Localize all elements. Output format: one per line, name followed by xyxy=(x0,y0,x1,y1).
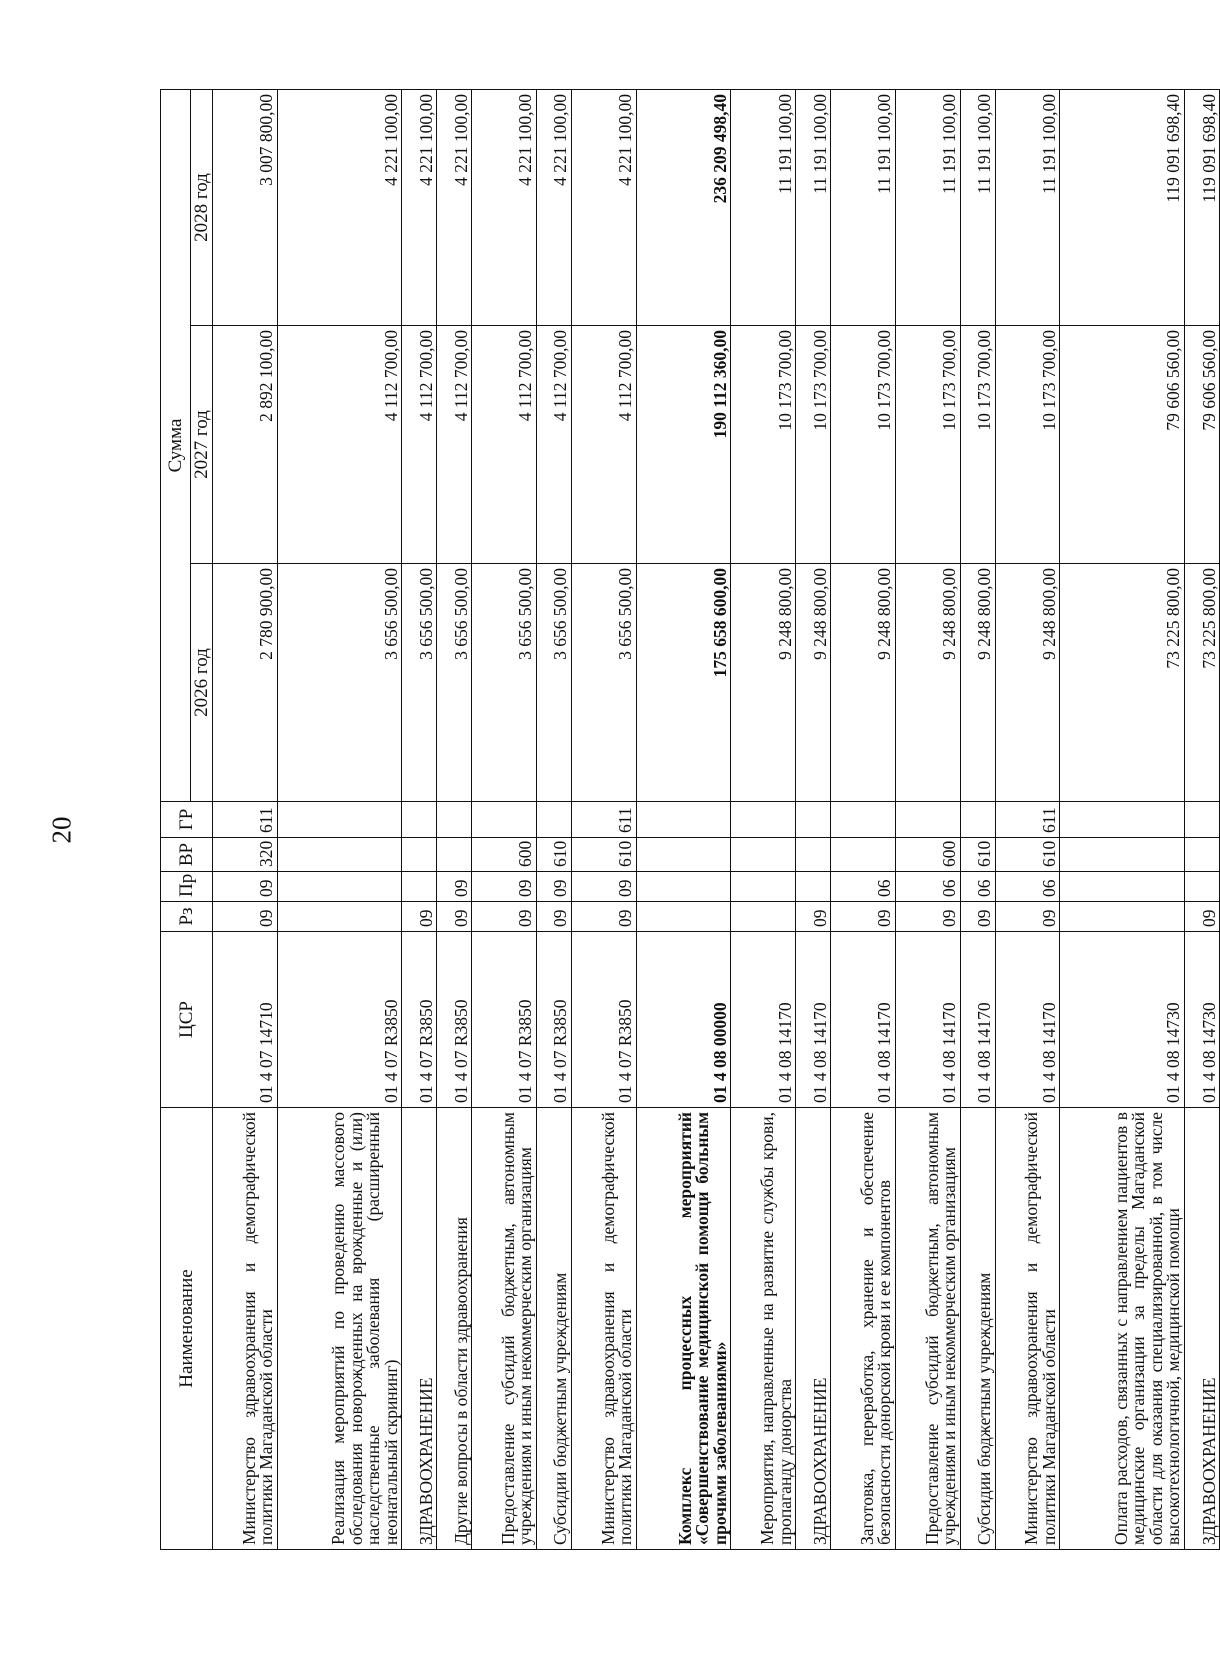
row-vr-cell xyxy=(1060,838,1184,872)
page-number: 20 xyxy=(46,816,77,844)
row-name-cell: ЗДРАВООХРАНЕНИЕ xyxy=(796,1108,831,1550)
row-rz-cell xyxy=(636,902,731,932)
row-sum-2028-cell: 4 221 100,00 xyxy=(536,90,571,326)
row-csr-cell: 01 4 07 R3850 xyxy=(571,932,636,1108)
row-sum-2027-cell: 4 112 700,00 xyxy=(472,326,537,564)
table-row xyxy=(1184,90,1219,1550)
row-name-cell: ЗДРАВООХРАНЕНИЕ xyxy=(1184,1108,1219,1550)
row-sum-2027-cell: 4 112 700,00 xyxy=(571,326,636,564)
row-gr-cell: 611 xyxy=(995,802,1060,838)
row-rz-cell: 09 xyxy=(796,902,831,932)
budget-table-container xyxy=(160,90,1220,1550)
row-csr-cell: 01 4 07 R3850 xyxy=(402,932,437,1108)
row-pr-cell: 06 xyxy=(960,872,995,902)
row-sum-2026-cell: 9 248 800,00 xyxy=(960,564,995,802)
row-vr-cell: 610 xyxy=(960,838,995,872)
row-name-cell: Субсидии бюджетным учреждениям xyxy=(960,1108,995,1550)
row-csr-cell: 01 4 08 14730 xyxy=(1060,932,1184,1108)
row-gr-cell xyxy=(536,802,571,838)
header-name: Наименование xyxy=(161,1108,213,1550)
row-vr-cell: 610 xyxy=(536,838,571,872)
row-sum-2027-cell: 10 173 700,00 xyxy=(796,326,831,564)
row-gr-cell xyxy=(960,802,995,838)
row-rz-cell: 09 xyxy=(1184,902,1219,932)
table-row xyxy=(636,90,731,1550)
table-row xyxy=(437,90,472,1550)
row-gr-cell xyxy=(895,802,960,838)
header-rz: Рз xyxy=(161,902,213,932)
row-name-cell: Министерство здравоохранения и демографической политики Магаданской области xyxy=(213,1108,278,1550)
header-pr: Пр xyxy=(161,872,213,902)
row-rz-cell xyxy=(1060,902,1184,932)
row-sum-2027-cell: 4 112 700,00 xyxy=(536,326,571,564)
row-pr-cell: 06 xyxy=(995,872,1060,902)
row-pr-cell xyxy=(731,872,796,902)
row-gr-cell xyxy=(402,802,437,838)
table-row xyxy=(1060,90,1184,1550)
table-row xyxy=(960,90,995,1550)
row-sum-2028-cell: 4 221 100,00 xyxy=(277,90,401,326)
row-gr-cell xyxy=(1060,802,1184,838)
row-sum-2027-cell: 10 173 700,00 xyxy=(731,326,796,564)
row-sum-2028-cell: 4 221 100,00 xyxy=(571,90,636,326)
row-csr-cell: 01 4 07 R3850 xyxy=(277,932,401,1108)
row-name-cell: Мероприятия, направленные на развитие службы крови, пропаганду донорства xyxy=(731,1108,796,1550)
row-sum-2028-cell: 11 191 100,00 xyxy=(995,90,1060,326)
row-pr-cell xyxy=(636,872,731,902)
row-csr-cell: 01 4 08 14170 xyxy=(796,932,831,1108)
row-pr-cell: 09 xyxy=(571,872,636,902)
row-sum-2026-cell: 3 656 500,00 xyxy=(277,564,401,802)
row-rz-cell: 09 xyxy=(831,902,896,932)
table-row xyxy=(536,90,571,1550)
row-gr-cell: 611 xyxy=(213,802,278,838)
row-name-cell: Министерство здравоохранения и демографической политики Магаданской области xyxy=(995,1108,1060,1550)
row-gr-cell xyxy=(796,802,831,838)
row-sum-2027-cell: 79 606 560,00 xyxy=(1184,326,1219,564)
row-sum-2026-cell: 73 225 800,00 xyxy=(1060,564,1184,802)
row-sum-2027-cell: 4 112 700,00 xyxy=(277,326,401,564)
row-csr-cell: 01 4 08 14170 xyxy=(995,932,1060,1108)
row-sum-2028-cell: 236 209 498,40 xyxy=(636,90,731,326)
row-name-cell: Комплекс процессных мероприятий «Совершенствование медицинской помощи больным прочими заболеваниями» xyxy=(636,1108,731,1550)
row-gr-cell xyxy=(636,802,731,838)
row-sum-2028-cell: 119 091 698,40 xyxy=(1184,90,1219,326)
row-pr-cell: 06 xyxy=(895,872,960,902)
row-sum-2028-cell: 4 221 100,00 xyxy=(402,90,437,326)
table-row xyxy=(731,90,796,1550)
row-name-cell: ЗДРАВООХРАНЕНИЕ xyxy=(402,1108,437,1550)
row-gr-cell: 611 xyxy=(571,802,636,838)
row-sum-2028-cell: 11 191 100,00 xyxy=(831,90,896,326)
row-rz-cell: 09 xyxy=(472,902,537,932)
row-csr-cell: 01 4 07 R3850 xyxy=(437,932,472,1108)
row-sum-2026-cell: 3 656 500,00 xyxy=(402,564,437,802)
row-vr-cell: 610 xyxy=(995,838,1060,872)
row-csr-cell: 01 4 08 14170 xyxy=(731,932,796,1108)
row-sum-2027-cell: 79 606 560,00 xyxy=(1060,326,1184,564)
row-pr-cell xyxy=(796,872,831,902)
row-sum-2028-cell: 119 091 698,40 xyxy=(1060,90,1184,326)
row-sum-2027-cell: 10 173 700,00 xyxy=(960,326,995,564)
row-name-cell: Министерство здравоохранения и демографической политики Магаданской области xyxy=(571,1108,636,1550)
row-gr-cell xyxy=(1184,802,1219,838)
row-sum-2026-cell: 9 248 800,00 xyxy=(731,564,796,802)
row-pr-cell xyxy=(1060,872,1184,902)
row-rz-cell xyxy=(731,902,796,932)
row-rz-cell: 09 xyxy=(960,902,995,932)
row-rz-cell: 09 xyxy=(213,902,278,932)
row-pr-cell: 09 xyxy=(536,872,571,902)
table-row xyxy=(213,90,278,1550)
row-name-cell: Оплата расходов, связанных с направлением пациентов в медицинские организации за пределы Магаданской области для оказания специализированной, в том числе высокотехнологичной, медицинской помощи xyxy=(1060,1108,1184,1550)
budget-table xyxy=(160,89,1220,1550)
row-sum-2026-cell: 175 658 600,00 xyxy=(636,564,731,802)
row-csr-cell: 01 4 08 14170 xyxy=(895,932,960,1108)
row-rz-cell: 09 xyxy=(571,902,636,932)
row-gr-cell xyxy=(731,802,796,838)
row-rz-cell: 09 xyxy=(995,902,1060,932)
header-csr: ЦСР xyxy=(161,932,213,1108)
row-vr-cell xyxy=(636,838,731,872)
row-pr-cell: 09 xyxy=(437,872,472,902)
row-sum-2026-cell: 3 656 500,00 xyxy=(571,564,636,802)
row-rz-cell: 09 xyxy=(895,902,960,932)
row-sum-2028-cell: 4 221 100,00 xyxy=(437,90,472,326)
row-sum-2027-cell: 190 112 360,00 xyxy=(636,326,731,564)
row-name-cell: Реализация мероприятий по проведению массового обследования новорожденных на врожденные и (или) наследственные заболевания (расширенный неонатальный скрининг) xyxy=(277,1108,401,1550)
header-year-2027: 2027 год xyxy=(191,326,213,564)
row-sum-2028-cell: 3 007 800,00 xyxy=(213,90,278,326)
row-csr-cell: 01 4 08 14730 xyxy=(1184,932,1219,1108)
row-pr-cell: 06 xyxy=(831,872,896,902)
row-sum-2026-cell: 3 656 500,00 xyxy=(536,564,571,802)
row-vr-cell xyxy=(402,838,437,872)
table-body xyxy=(213,90,1220,1550)
row-rz-cell xyxy=(277,902,401,932)
row-sum-2026-cell: 3 656 500,00 xyxy=(472,564,537,802)
row-sum-2026-cell: 9 248 800,00 xyxy=(995,564,1060,802)
row-csr-cell: 01 4 07 R3850 xyxy=(536,932,571,1108)
row-vr-cell: 600 xyxy=(895,838,960,872)
table-row xyxy=(571,90,636,1550)
row-pr-cell xyxy=(277,872,401,902)
row-gr-cell xyxy=(277,802,401,838)
row-sum-2028-cell: 11 191 100,00 xyxy=(796,90,831,326)
row-sum-2026-cell: 2 780 900,00 xyxy=(213,564,278,802)
header-gr: ГР xyxy=(161,802,213,838)
row-sum-2027-cell: 10 173 700,00 xyxy=(895,326,960,564)
row-csr-cell: 01 4 07 14710 xyxy=(213,932,278,1108)
row-sum-2027-cell: 4 112 700,00 xyxy=(402,326,437,564)
row-sum-2028-cell: 11 191 100,00 xyxy=(731,90,796,326)
row-pr-cell xyxy=(1184,872,1219,902)
table-row xyxy=(831,90,896,1550)
row-name-cell: Предоставление субсидий бюджетным, автономным учреждениям и иным некоммерческим организациям xyxy=(472,1108,537,1550)
row-vr-cell xyxy=(731,838,796,872)
row-sum-2026-cell: 9 248 800,00 xyxy=(831,564,896,802)
row-vr-cell: 600 xyxy=(472,838,537,872)
table-row xyxy=(995,90,1060,1550)
row-gr-cell xyxy=(437,802,472,838)
row-sum-2028-cell: 11 191 100,00 xyxy=(895,90,960,326)
header-vr: ВР xyxy=(161,838,213,872)
row-csr-cell: 01 4 08 00000 xyxy=(636,932,731,1108)
row-pr-cell: 09 xyxy=(472,872,537,902)
row-sum-2026-cell: 73 225 800,00 xyxy=(1184,564,1219,802)
row-gr-cell xyxy=(472,802,537,838)
row-csr-cell: 01 4 07 R3850 xyxy=(472,932,537,1108)
row-vr-cell: 320 xyxy=(213,838,278,872)
row-sum-2027-cell: 10 173 700,00 xyxy=(831,326,896,564)
row-csr-cell: 01 4 08 14170 xyxy=(831,932,896,1108)
row-vr-cell xyxy=(796,838,831,872)
table-row xyxy=(895,90,960,1550)
row-name-cell: Заготовка, переработка, хранение и обеспечение безопасности донорской крови и ее компонентов xyxy=(831,1108,896,1550)
table-row xyxy=(277,90,401,1550)
row-sum-2028-cell: 4 221 100,00 xyxy=(472,90,537,326)
table-header xyxy=(161,90,213,1550)
row-pr-cell xyxy=(402,872,437,902)
header-year-2028: 2028 год xyxy=(191,90,213,326)
row-sum-2028-cell: 11 191 100,00 xyxy=(960,90,995,326)
row-sum-2026-cell: 9 248 800,00 xyxy=(895,564,960,802)
row-name-cell: Предоставление субсидий бюджетным, автономным учреждениям и иным некоммерческим организациям xyxy=(895,1108,960,1550)
row-rz-cell: 09 xyxy=(536,902,571,932)
row-vr-cell xyxy=(831,838,896,872)
row-pr-cell: 09 xyxy=(213,872,278,902)
row-gr-cell xyxy=(831,802,896,838)
header-year-2026: 2026 год xyxy=(191,564,213,802)
row-vr-cell xyxy=(1184,838,1219,872)
row-rz-cell: 09 xyxy=(402,902,437,932)
header-sum: Сумма xyxy=(161,90,191,802)
table-row xyxy=(796,90,831,1550)
table-row xyxy=(472,90,537,1550)
row-sum-2027-cell: 10 173 700,00 xyxy=(995,326,1060,564)
row-sum-2027-cell: 2 892 100,00 xyxy=(213,326,278,564)
row-sum-2026-cell: 9 248 800,00 xyxy=(796,564,831,802)
row-vr-cell: 610 xyxy=(571,838,636,872)
row-sum-2026-cell: 3 656 500,00 xyxy=(437,564,472,802)
row-rz-cell: 09 xyxy=(437,902,472,932)
row-csr-cell: 01 4 08 14170 xyxy=(960,932,995,1108)
row-vr-cell xyxy=(437,838,472,872)
table-row xyxy=(402,90,437,1550)
row-name-cell: Другие вопросы в области здравоохранения xyxy=(437,1108,472,1550)
row-name-cell: Субсидии бюджетным учреждениям xyxy=(536,1108,571,1550)
row-sum-2027-cell: 4 112 700,00 xyxy=(437,326,472,564)
row-vr-cell xyxy=(277,838,401,872)
